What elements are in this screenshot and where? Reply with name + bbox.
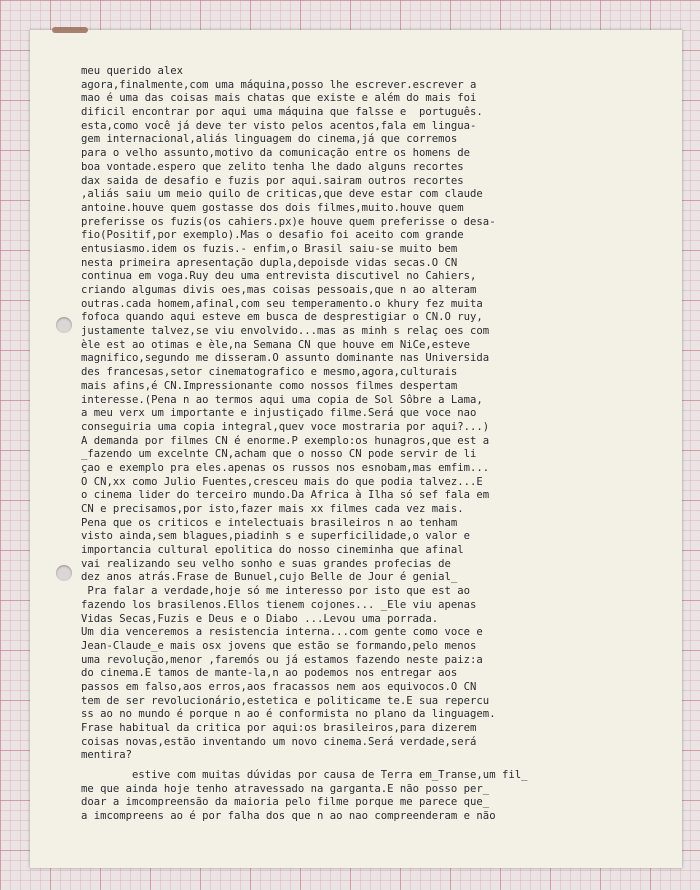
letter-line: dificil encontrar por aqui uma máquina que falsse e português. (81, 106, 483, 119)
letter-line: nesta primeira apresentação dupla,depoisde vidas secas.O CN (81, 256, 458, 269)
letter-line: antoine.houve quem gostasse dos dois filmes,muito.houve quem (81, 201, 464, 214)
letter-line: tem de ser revolucionário,estetica e politicame te.E sua repercu (81, 694, 490, 707)
letter-line: Vidas Secas,Fuzis e Deus e o Diabo ...Levou uma porrada. (81, 612, 439, 625)
letter-line: ,aliás saiu um meio quilo de criticas,que deve estar com claude (81, 188, 483, 201)
letter-line: fofoca quando aqui esteve em busca de desprestigiar o CN.O ruy, (81, 311, 483, 324)
letter-line: me que ainda hoje tenho atravessado na garganta.E não posso per_ (81, 782, 490, 795)
letter-line: conseguiria uma copia integral,quev voce mostraria por aqui?...) (81, 420, 490, 433)
letter-line: o cinema lider do terceiro mundo.Da Africa à Ilha só sef fala em (81, 489, 490, 502)
punch-hole (56, 317, 72, 333)
letter-line: _fazendo um excelnte CN,acham que o nosso CN pode servir de li (81, 448, 477, 461)
letter-line: vai realizando seu velho sonho e suas grandes profecias de (81, 557, 451, 570)
letter-line: passos em falso,aos erros,aos fracassos nem aos equivocos.O CN (81, 680, 477, 693)
letter-line: entusiasmo.idem os fuzis.- enfim,o Brasil saiu-se muito bem (81, 242, 458, 255)
letter-line: çao e exemplo pra eles.apenas os russos nos esnobam,mas emfim... (81, 461, 490, 474)
letter-line: fio(Positif,por exemplo).Mas o desafio foi aceito com grande (81, 229, 464, 242)
letter-line: a meu verx um importante e injustiçado filme.Será que voce nao (81, 407, 477, 420)
letter-line: continua em voga.Ruy deu uma entrevista discutivel no Cahiers, (81, 270, 477, 283)
letter-line: magnifico,segundo me disseram.O assunto dominante nas Universida (81, 352, 490, 365)
letter-line: uma revolução,menor ,faremós ou já estamos fazendo neste paiz:a (81, 653, 483, 666)
letter-line: preferisse os fuzis(os cahiers.px)e houve quem preferisse o desa- (81, 215, 496, 228)
letter-line: Jean-Claude_e mais osx jovens que estão se formando,pelo menos (81, 639, 477, 652)
letter-line: importancia cultural epolitica do nosso cineminha que afinal (81, 544, 464, 557)
letter-line: agora,finalmente,com uma máquina,posso lhe escrever.escrever a (81, 78, 477, 91)
staple-mark (52, 27, 88, 33)
letter-line: interesse.(Pena n ao termos aqui uma copia de Sol Sôbre a Lama, (81, 393, 483, 406)
letter-line: mao é uma das coisas mais chatas que existe e além do mais foi (81, 92, 477, 105)
letter-line: A demanda por filmes CN é enorme.P exemplo:os hunagros,que est a (81, 434, 490, 447)
letter-line: dax saida de desafio e fuzis por aqui.sairam outros recortes (81, 174, 464, 187)
letter-line: èle est ao otimas e èle,na Semana CN que houve em NiCe,esteve (81, 338, 471, 351)
letter-line: doar a imcompreensão da maioria pelo filme porque me parece que_ (81, 796, 490, 809)
letter-line: estive com muitas dúvidas por causa de Terra em_Transe,um fil_ (81, 769, 528, 782)
letter-body (81, 65, 646, 824)
letter-line: boa vontade.espero que zelito tenha lhe dado alguns recortes (81, 160, 464, 173)
letter-line: ss ao no mundo é porque n ao é conformista no plano da linguagem. (81, 708, 496, 721)
letter-line: criando algumas divis oes,mas coisas pessoais,que n ao alteram (81, 284, 477, 296)
punch-hole (56, 565, 72, 581)
letter-line: Um dia venceremos a resistencia interna...com gente como voce e (81, 626, 483, 639)
letter-line: outras.cada homem,afinal,com seu temperamento.o khury fez muita (81, 297, 483, 310)
letter-line: Pra falar a verdade,hoje só me interesso por isto que est ao (81, 585, 471, 598)
letter-line: CN e precisamos,por isto,fazer mais xx filmes cada vez mais. (81, 503, 464, 515)
letter-line: para o velho assunto,motivo da comunicação entre os homens de (81, 147, 471, 160)
letter-line: mais afins,é CN.Impressionante como nossos filmes despertam (81, 379, 458, 392)
letter-line: visto ainda,sem blagues,piadinh s e superficilidade,o valor e (81, 530, 471, 543)
letter-line: Frase habitual da critica por aqui:os brasileiros,para dizerem (81, 722, 477, 734)
letter-line: do cinema.E tamos de mante-la,n ao podemos nos entregar aos (81, 667, 458, 680)
letter-line: Pena que os criticos e intelectuais brasileiros n ao tenham (81, 516, 458, 529)
letter-line: fazendo los brasilenos.Ellos tienem cojones... _Ele viu apenas (81, 598, 477, 611)
letter-line: meu querido alex (81, 65, 184, 77)
letter-line: coisas novas,estão inventando um novo cinema.Será verdade,será (81, 735, 477, 748)
letter-line: justamente talvez,se viu envolvido...mas as minh s relaç oes com (81, 325, 490, 338)
letter-line: O CN,xx como Julio Fuentes,cresceu mais do que podia talvez...E (81, 475, 483, 488)
letter-line: dez anos atrás.Frase de Bunuel,cujo Belle de Jour é genial_ (81, 571, 458, 584)
letter-line: a imcompreens ao é por falha dos que n ao nao compreenderam e não (81, 810, 496, 823)
letter-line: des francesas,setor cinematografico e mesmo,agora,culturais (81, 366, 458, 379)
letter-line: gem internacional,aliás linguagem do cinema,já que corremos (81, 133, 458, 146)
letter-line: mentira? (81, 749, 133, 762)
letter-line: esta,como você já deve ter visto pelos acentos,fala em lingua- (81, 119, 477, 132)
